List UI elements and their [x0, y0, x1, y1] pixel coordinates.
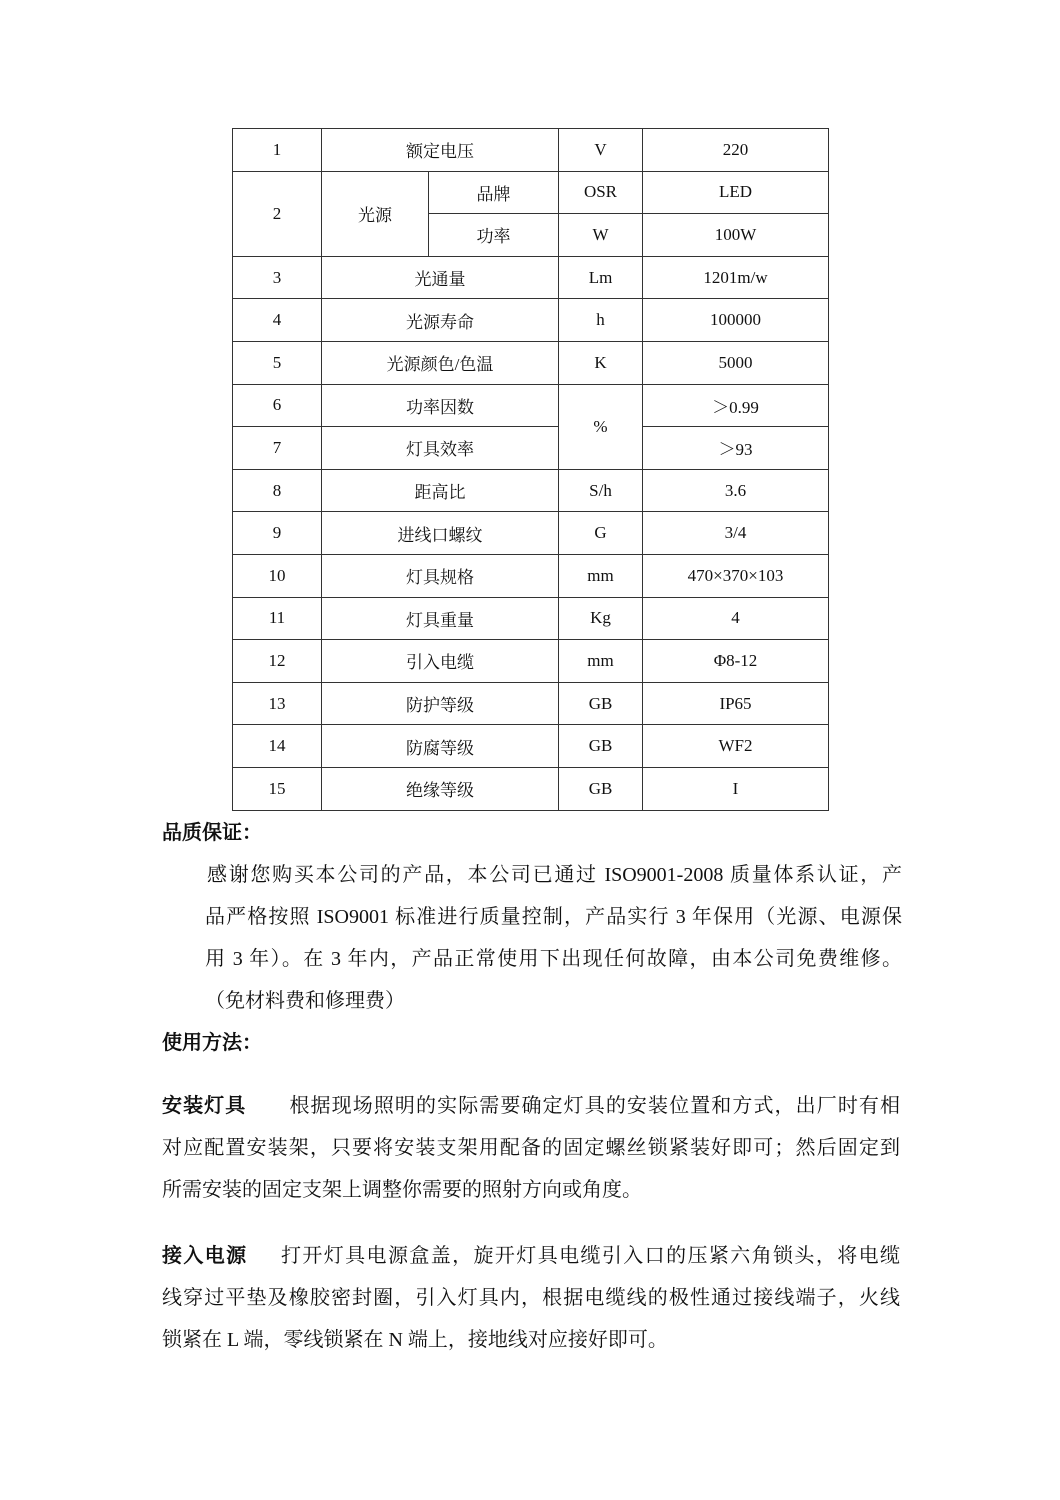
- param-name: 光源颜色/色温: [322, 341, 559, 384]
- param-value: ＞93: [643, 427, 829, 470]
- row-number: 6: [233, 384, 322, 427]
- param-unit: mm: [559, 640, 643, 683]
- param-name: 额定电压: [322, 129, 559, 172]
- power-section: [162, 1235, 900, 1361]
- param-name: 功率: [429, 214, 559, 257]
- power-line: 锁紧在 L 端，零线锁紧在 N 端上，接地线对应接好即可。: [162, 1329, 668, 1351]
- param-value: 100000: [643, 299, 829, 342]
- param-name: 防护等级: [322, 682, 559, 725]
- install-line: 所需安装的固定支架上调整你需要的照射方向或角度。: [162, 1179, 642, 1201]
- param-value: ＞0.99: [643, 384, 829, 427]
- row-number: 8: [233, 469, 322, 512]
- param-unit: h: [559, 299, 643, 342]
- param-value: Φ8-12: [643, 640, 829, 683]
- param-unit: GB: [559, 682, 643, 725]
- param-name: 引入电缆: [322, 640, 559, 683]
- param-name: 功率因数: [322, 384, 559, 427]
- param-name: 光源寿命: [322, 299, 559, 342]
- param-value: 1201m/w: [643, 256, 829, 299]
- table-row: [233, 725, 829, 768]
- param-unit: GB: [559, 725, 643, 768]
- table-row: [233, 682, 829, 725]
- row-number: 2: [233, 171, 322, 256]
- param-unit: K: [559, 341, 643, 384]
- quality-line: （免材料费和修理费）: [205, 990, 405, 1012]
- row-number: 4: [233, 299, 322, 342]
- param-value: 5000: [643, 341, 829, 384]
- row-number: 5: [233, 341, 322, 384]
- row-number: 12: [233, 640, 322, 683]
- table-row: [233, 256, 829, 299]
- param-value: 100W: [643, 214, 829, 257]
- param-name: 灯具规格: [322, 554, 559, 597]
- param-value: LED: [643, 171, 829, 214]
- row-number: 9: [233, 512, 322, 555]
- param-unit: mm: [559, 554, 643, 597]
- quality-line: 用 3 年）。在 3 年内，产品正常使用下出现任何故障，由本公司免费维修。: [205, 948, 902, 970]
- param-unit: Lm: [559, 256, 643, 299]
- row-number: 10: [233, 554, 322, 597]
- table-row: [233, 384, 829, 427]
- install-title: 安装灯具: [162, 1095, 247, 1117]
- param-unit: S/h: [559, 469, 643, 512]
- table-row: [233, 299, 829, 342]
- param-name: 灯具重量: [322, 597, 559, 640]
- power-title: 接入电源: [162, 1245, 248, 1267]
- param-value: 3/4: [643, 512, 829, 555]
- row-number: 14: [233, 725, 322, 768]
- power-line: 打开灯具电源盒盖，旋开灯具电缆引入口的压紧六角锁头，将电缆: [279, 1245, 901, 1267]
- param-value: 3.6: [643, 469, 829, 512]
- param-unit: V: [559, 129, 643, 172]
- quality-line: 感谢您购买本公司的产品，本公司已通过 ISO9001-2008 质量体系认证，产: [207, 864, 902, 886]
- param-unit: Kg: [559, 597, 643, 640]
- param-name: 品牌: [429, 171, 559, 214]
- power-line: 线穿过平垫及橡胶密封圈，引入灯具内，根据电缆线的极性通过接线端子，火线: [162, 1287, 900, 1309]
- row-number: 11: [233, 597, 322, 640]
- table-row: [233, 427, 829, 470]
- param-name: 绝缘等级: [322, 767, 559, 810]
- table-row: [233, 171, 829, 214]
- spec-table: [232, 128, 829, 811]
- quality-line: 品严格按照 ISO9001 标准进行质量控制，产品实行 3 年保用（光源、电源保: [205, 906, 902, 928]
- param-name: 灯具效率: [322, 427, 559, 470]
- usage-heading: 使用方法：: [162, 1032, 262, 1054]
- table-row: [233, 129, 829, 172]
- install-line: 根据现场照明的实际需要确定灯具的安装位置和方式，出厂时有相: [288, 1095, 901, 1117]
- row-number: 13: [233, 682, 322, 725]
- param-value: 4: [643, 597, 829, 640]
- table-row: [233, 767, 829, 810]
- param-name: 防腐等级: [322, 725, 559, 768]
- param-unit: %: [559, 384, 643, 469]
- table-row: [233, 554, 829, 597]
- param-unit: W: [559, 214, 643, 257]
- table-row: [233, 341, 829, 384]
- param-unit: G: [559, 512, 643, 555]
- row-number: 7: [233, 427, 322, 470]
- param-name: 距高比: [322, 469, 559, 512]
- table-row: [233, 469, 829, 512]
- param-value: 220: [643, 129, 829, 172]
- table-row: [233, 640, 829, 683]
- param-value: I: [643, 767, 829, 810]
- row-number: 3: [233, 256, 322, 299]
- row-number: 15: [233, 767, 322, 810]
- table-row: [233, 597, 829, 640]
- param-group: 光源: [322, 171, 429, 256]
- param-value: 470×370×103: [643, 554, 829, 597]
- table-row: [233, 512, 829, 555]
- quality-heading: 品质保证：: [162, 822, 262, 844]
- param-unit: GB: [559, 767, 643, 810]
- quality-section: [162, 812, 902, 1064]
- install-line: 对应配置安装架，只要将安装支架用配备的固定螺丝锁紧装好即可；然后固定到: [162, 1137, 900, 1159]
- param-value: WF2: [643, 725, 829, 768]
- param-name: 进线口螺纹: [322, 512, 559, 555]
- param-value: IP65: [643, 682, 829, 725]
- param-name: 光通量: [322, 256, 559, 299]
- install-section: [162, 1085, 900, 1211]
- row-number: 1: [233, 129, 322, 172]
- param-unit: OSR: [559, 171, 643, 214]
